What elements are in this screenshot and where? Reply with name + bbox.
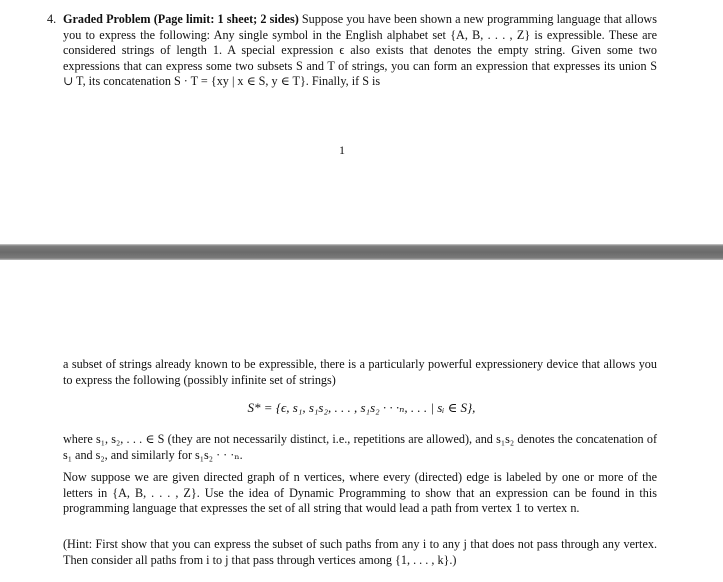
paragraph-graph: Now suppose we are given directed graph of n vertices, where every (directed) edge is labeled by one or more of the letters in {A, B, . . . , Z}. Use the idea of Dynamic Programming to show that an expression can be found in this programming language that expresses the set of all string that would lead a path from vertex 1 to vertex n. (63, 470, 657, 516)
document-page-1 (0, 0, 723, 244)
paragraph-subset: a subset of strings already known to be expressible, there is a particularly powerful expressionery device that allows you to express the following (possibly infinite set of strings) (63, 357, 657, 387)
equation-text: S* = {ϵ, s₁, s₁s₂, . . . , s₁s₂ · · ·ₙ, . . . | sᵢ ∈ S}, (247, 400, 476, 415)
problem-statement (63, 12, 657, 90)
paragraph-hint: (Hint: First show that you can express the subset of such paths from any i to any j that does not pass through any vertex. Then consider all paths from i to j that pass through vertices among {1, . . . , k}.) (63, 537, 657, 567)
document-page-2 (0, 260, 723, 582)
kleene-star-equation (0, 400, 723, 416)
problem-number: 4. (47, 12, 57, 26)
paragraph-where: where s₁, s₂, . . . ∈ S (they are not necessarily distinct, i.e., repetitions are allowed), and s₁s₂ denotes the concatenation of s₁ and s₂, and similarly for s₁s₂ · · ·ₙ. (63, 432, 657, 462)
problem-heading: Graded Problem (Page limit: 1 sheet; 2 sides) (63, 12, 299, 26)
page-separator (0, 244, 723, 260)
page-number: 1 (339, 143, 345, 157)
problem-body: Suppose you have been shown a new programming language that allows you to express the following: Any single symbol in the English alphabet set {A, B, . . . , Z} is expressible. These are considered strings of length 1. A special expression ϵ also exists that denotes the empty string. Given some two expressions that can express some two subsets S and T of strings, you can form an expression that expresses its union S ∪ T, its concatenation S · T = {xy | x ∈ S, y ∈ T}. Finally, if S is (63, 12, 657, 89)
